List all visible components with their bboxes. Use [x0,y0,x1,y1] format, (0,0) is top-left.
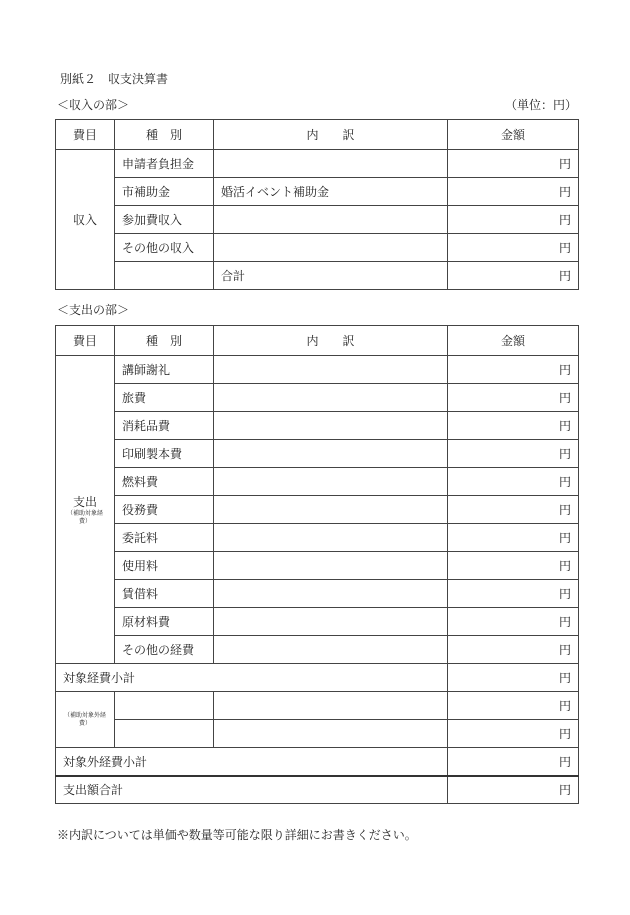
type-cell: 委託料 [115,524,214,552]
table-row [56,412,579,440]
amount-cell[interactable]: 円 [448,692,579,720]
table-row [56,206,579,234]
detail-cell[interactable] [214,356,448,384]
detail-cell[interactable] [214,150,448,178]
amount-cell[interactable]: 円 [448,636,579,664]
table-row [56,150,579,178]
expense-total-row [56,776,579,804]
type-cell: その他の収入 [115,234,214,262]
income-section-heading: ＜収入の部＞ [57,98,130,112]
header-amount: 金額 [448,326,579,356]
type-cell: 役務費 [115,496,214,524]
amount-cell[interactable]: 円 [448,496,579,524]
amount-cell[interactable]: 円 [448,356,579,384]
header-item: 費目 [56,326,115,356]
detail-cell[interactable] [214,412,448,440]
income-category-cell: 収入 [56,150,115,290]
expense-total-amount[interactable]: 円 [448,776,579,804]
detail-cell[interactable] [214,524,448,552]
detail-cell[interactable] [214,468,448,496]
total-label: 合計 [214,262,448,290]
table-row [56,496,579,524]
expense-header-row [56,326,579,356]
non-covered-category-cell [56,692,115,748]
header-detail: 内 訳 [214,120,448,150]
covered-subtotal-amount[interactable]: 円 [448,664,579,692]
non-covered-subtotal-amount[interactable]: 円 [448,748,579,776]
type-cell: 講師謝礼 [115,356,214,384]
expense-category-sublabel: （補助対象経費） [66,510,103,525]
detail-cell[interactable] [214,552,448,580]
amount-cell[interactable]: 円 [448,150,579,178]
non-covered-row [56,692,579,720]
document-title: 別紙２ 収支決算書 [60,72,169,86]
income-header-row [56,120,579,150]
type-cell: 使用料 [115,552,214,580]
detail-cell[interactable] [214,206,448,234]
amount-cell[interactable]: 円 [448,206,579,234]
header-detail: 内 訳 [214,326,448,356]
amount-cell[interactable]: 円 [448,440,579,468]
type-cell: 市補助金 [115,178,214,206]
detail-cell[interactable] [214,608,448,636]
detail-cell[interactable] [214,234,448,262]
type-cell: 旅費 [115,384,214,412]
expense-category-label: 支出 [72,495,97,509]
type-cell: 賃借料 [115,580,214,608]
type-cell: 参加費収入 [115,206,214,234]
expense-total-label: 支出額合計 [56,776,448,804]
expense-section-heading: ＜支出の部＞ [57,303,130,317]
amount-cell[interactable]: 円 [448,608,579,636]
detail-cell[interactable] [214,692,448,720]
table-row [56,524,579,552]
non-covered-row [56,720,579,748]
type-cell: 印刷製本費 [115,440,214,468]
amount-cell[interactable]: 円 [448,580,579,608]
detail-cell[interactable]: 婚活イベント補助金 [214,178,448,206]
covered-subtotal-label: 対象経費小計 [56,664,448,692]
footnote: ※内訳については単価や数量等可能な限り詳細にお書きください。 [57,828,417,842]
type-cell: 原材料費 [115,608,214,636]
table-row [56,636,579,664]
detail-cell[interactable] [214,580,448,608]
detail-cell[interactable] [214,440,448,468]
header-item: 費目 [56,120,115,150]
table-row [56,608,579,636]
type-cell: 燃料費 [115,468,214,496]
total-amount-cell[interactable]: 円 [448,262,579,290]
amount-cell[interactable]: 円 [448,384,579,412]
table-row [56,440,579,468]
amount-cell[interactable]: 円 [448,178,579,206]
table-row [56,178,579,206]
table-row [56,580,579,608]
table-row [56,552,579,580]
expense-table [55,325,579,804]
non-covered-label: （補助対象外経費） [63,711,106,727]
income-table [55,119,579,290]
covered-subtotal-row [56,664,579,692]
amount-cell[interactable]: 円 [448,552,579,580]
amount-cell[interactable]: 円 [448,720,579,748]
type-cell[interactable] [115,692,214,720]
detail-cell[interactable] [214,636,448,664]
unit-note: （単位：円） [505,98,578,112]
type-cell: 消耗品費 [115,412,214,440]
amount-cell[interactable]: 円 [448,412,579,440]
table-row [56,468,579,496]
header-type: 種 別 [115,120,214,150]
expense-category-cell [56,356,115,664]
amount-cell[interactable]: 円 [448,234,579,262]
non-covered-subtotal-row [56,748,579,776]
table-row [56,234,579,262]
detail-cell[interactable] [214,384,448,412]
detail-cell[interactable] [214,720,448,748]
amount-cell[interactable]: 円 [448,524,579,552]
table-row [56,384,579,412]
table-row [56,356,579,384]
type-cell[interactable] [115,720,214,748]
header-amount: 金額 [448,120,579,150]
amount-cell[interactable]: 円 [448,468,579,496]
detail-cell[interactable] [214,496,448,524]
type-cell [115,262,214,290]
header-type: 種 別 [115,326,214,356]
type-cell: その他の経費 [115,636,214,664]
non-covered-subtotal-label: 対象外経費小計 [56,748,448,776]
income-total-row [56,262,579,290]
type-cell: 申請者負担金 [115,150,214,178]
